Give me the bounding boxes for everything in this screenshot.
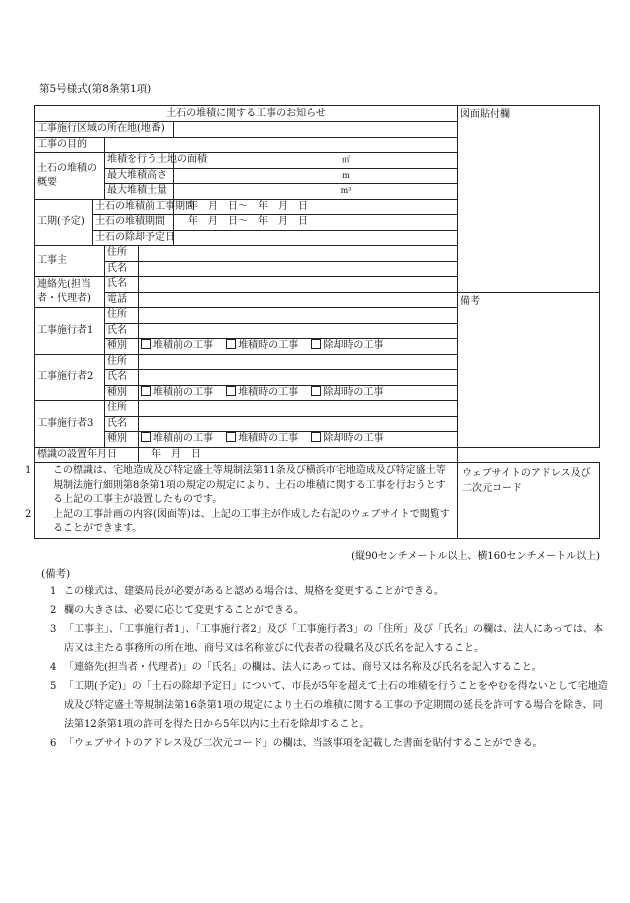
area-value[interactable] (174, 153, 458, 169)
remarks-title: (備考) (41, 568, 71, 580)
form-number: 第5号様式(第8条第1項) (39, 83, 152, 95)
contractor2-address-value[interactable] (139, 354, 458, 370)
area-label: 堆積を行う土地の面積 (105, 153, 174, 169)
contact-phone-value[interactable] (139, 292, 458, 308)
type-option-during: 堆積時の工事 (238, 433, 299, 445)
stack-period-label: 土石の堆積期間 (93, 215, 174, 231)
contractor3-name-value[interactable] (139, 416, 458, 432)
contractor2-label: 工事施行者2 (35, 354, 105, 401)
contractor2-name-value[interactable] (139, 370, 458, 386)
statements-cell (25, 463, 458, 539)
contact-label: 連絡先(担当者・代理者) (35, 277, 105, 308)
type-option-pre: 堆積前の工事 (153, 433, 213, 445)
type-option-removal: 除却時の工事 (323, 340, 384, 352)
checkbox[interactable] (226, 432, 236, 442)
note-item: 1 この様式は、建築局長が必要があると認める場合は、規格を変更することができる。 (50, 586, 444, 597)
max-height-value[interactable] (174, 168, 458, 184)
contractor1-address-label: 住所 (105, 308, 139, 324)
contractor3-address-value[interactable] (139, 401, 458, 417)
removal-date-value[interactable] (174, 230, 458, 246)
note-item: 5 「工期(予定)」の「土石の除却予定日」について、市長が5年を超えて土石の堆積を行うことをやむを得ないとして宅地造成及び特定盛土等規制法第16条第1項の規定により土石の堆積に関する工事の予定期間の延長を許可する場合を除き、同法第12条第1項の許可を得た日から5年以内に土石を除却すること。 (50, 681, 608, 730)
contractor1-type-options (139, 339, 458, 355)
contractor1-type-label: 種別 (105, 339, 139, 355)
max-volume-value[interactable] (174, 184, 458, 200)
contractor3-type-options (139, 432, 458, 448)
checkbox[interactable] (311, 339, 321, 349)
contractor3-address-label: 住所 (105, 401, 139, 417)
contractor1-name-label: 氏名 (105, 323, 139, 339)
owner-name-label: 氏名 (105, 261, 139, 277)
purpose-value[interactable] (105, 137, 458, 153)
location-label: 工事施行区域の所在地(地番) (35, 122, 174, 138)
owner-address-label: 住所 (105, 246, 139, 262)
checkbox[interactable] (141, 386, 151, 396)
contractor3-name-label: 氏名 (105, 416, 139, 432)
contractor2-type-label: 種別 (105, 385, 139, 401)
notice-title: 土石の堆積に関する工事のお知らせ (35, 106, 458, 122)
contractor1-label: 工事施行者1 (35, 308, 105, 355)
type-option-during: 堆積時の工事 (238, 386, 299, 398)
checkbox[interactable] (141, 432, 151, 442)
height-unit: m (342, 170, 350, 180)
note-item: 6 「ウェブサイトのアドレス及び二次元コード」の欄は、当該事項を記載した書面を貼付することができる。 (50, 738, 543, 749)
contractor3-type-label: 種別 (105, 432, 139, 448)
type-option-removal: 除却時の工事 (323, 386, 384, 398)
volume-unit: m³ (340, 186, 352, 196)
type-option-removal: 除却時の工事 (323, 433, 384, 445)
owner-address-value[interactable] (139, 246, 458, 262)
period-label: 工期(予定) (35, 199, 93, 246)
purpose-label: 工事の目的 (35, 137, 105, 153)
sign-date-value[interactable]: 年 月 日 (139, 447, 458, 463)
checkbox[interactable] (226, 339, 236, 349)
pre-period-label: 土石の堆積前工事期間 (93, 199, 174, 215)
type-option-pre: 堆積前の工事 (153, 340, 213, 352)
contact-name-label: 氏名 (105, 277, 139, 293)
remarks-field: 備考 (458, 292, 600, 447)
contractor2-type-options (139, 385, 458, 401)
type-option-pre: 堆積前の工事 (153, 386, 213, 398)
contractor1-name-value[interactable] (139, 323, 458, 339)
contractor2-address-label: 住所 (105, 354, 139, 370)
statement-1: 1 この標識は、宅地造成及び特定盛土等規制法第11条及び横浜市宅地造成及び特定盛土等規制法施行細則第8条第1項の規定の規定により、土石の堆積に関する工事を行おうとする上記の工事主が設置したものです。 (25, 465, 446, 505)
contact-phone-label: 電話 (105, 292, 139, 308)
location-value[interactable] (174, 122, 458, 138)
removal-date-label: 土石の除却予定日 (93, 230, 174, 246)
notes-list (50, 582, 608, 753)
drawing-attach-field: 図面貼付欄 (458, 106, 600, 293)
size-note: (縦90センチメートル以上、横160センチメートル以上) (351, 551, 600, 562)
area-unit: ㎡ (342, 155, 350, 165)
overview-label: 土石の堆積の概要 (35, 153, 105, 200)
sign-date-label: 標識の設置年月日 (35, 447, 139, 463)
owner-name-value[interactable] (139, 261, 458, 277)
checkbox[interactable] (141, 339, 151, 349)
checkbox[interactable] (226, 386, 236, 396)
stack-period-value[interactable]: 年 月 日～ 年 月 日 (174, 215, 458, 231)
note-item: 2 欄の大きさは、必要に応じて変更することができる。 (50, 605, 304, 616)
max-volume-label: 最大堆積土量 (105, 184, 174, 200)
type-option-during: 堆積時の工事 (238, 340, 299, 352)
checkbox[interactable] (311, 432, 321, 442)
contractor2-name-label: 氏名 (105, 370, 139, 386)
contractor3-label: 工事施行者3 (35, 401, 105, 448)
website-field: ウェブサイトのアドレス及び二次元コード (458, 463, 600, 539)
contact-name-value[interactable] (139, 277, 458, 293)
checkbox[interactable] (311, 386, 321, 396)
max-height-label: 最大堆積高さ (105, 168, 174, 184)
pre-period-value[interactable]: 年 月 日～ 年 月 日 (174, 199, 458, 215)
owner-label: 工事主 (35, 246, 105, 277)
statement-2: 2 上記の工事計画の内容(図面等)は、上記の工事主が作成した右記のウェブサイトで閲覧することができます。 (25, 508, 450, 534)
notice-table (25, 105, 600, 539)
contractor1-address-value[interactable] (139, 308, 458, 324)
note-item: 4 「連絡先(担当者・代理者)」の「氏名」の欄は、法人にあっては、商号又は名称及び氏名を記入すること。 (50, 662, 542, 673)
note-item: 3 「工事主」、「工事施行者1」、「工事施行者2」及び「工事施行者3」の「住所」及び「氏名」の欄は、法人にあっては、本店又は主たる事務所の所在地、商号又は名称並びに代表者の役職名及び氏名を記入すること。 (50, 624, 603, 654)
